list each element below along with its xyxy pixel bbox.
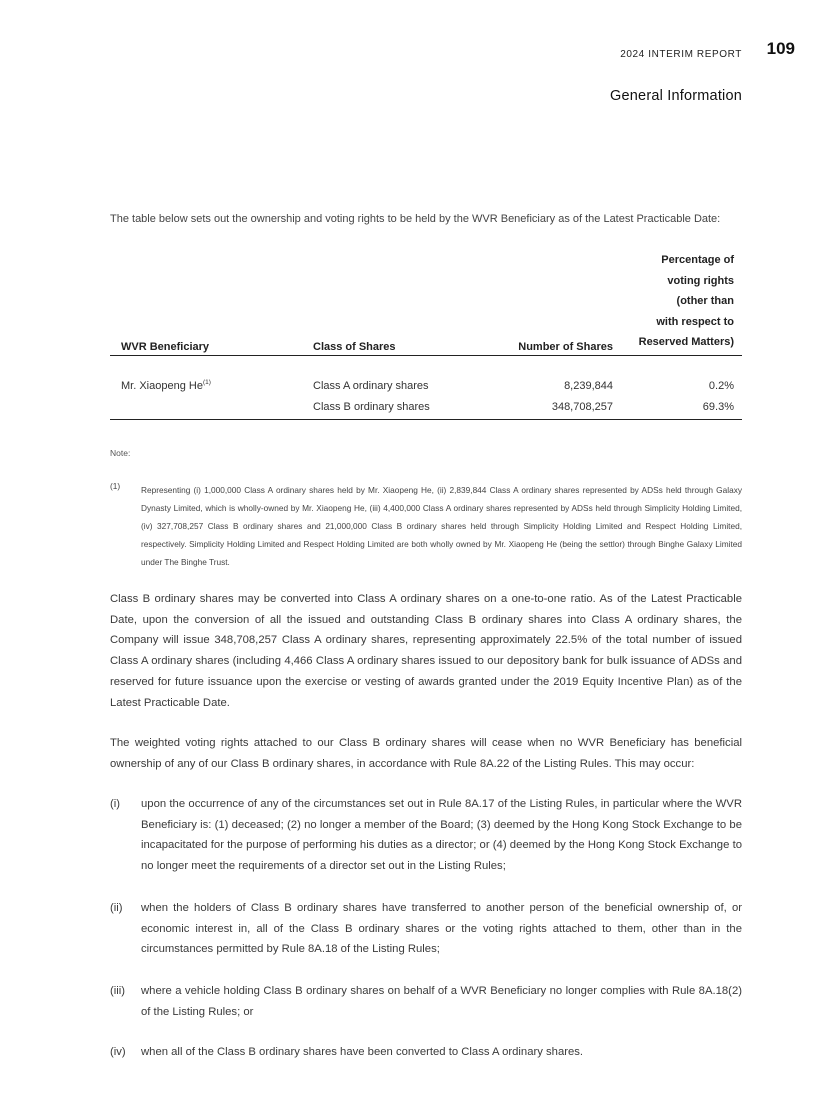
list-item [110, 898, 742, 960]
page-number: 109 [766, 39, 795, 58]
beneficiary-name: Mr. Xiaopeng He$^{(1)}$ [121, 379, 211, 392]
list-label: (ii) [110, 902, 123, 914]
report-title: 2024 INTERIM REPORT [620, 49, 742, 60]
list-label: (iv) [110, 1046, 126, 1058]
share-class: Class B ordinary shares [313, 401, 430, 413]
share-number: 8,239,844 [564, 380, 613, 392]
footnote [110, 481, 742, 571]
paragraph: Class B ordinary shares may be converted into Class A ordinary shares on a one-to-one ratio. As of the Latest Practicable Date, upon the conversion of all the issued and outstanding Class B ordinary shares into Class A ordinary shares, the Company will issue 348,708,257 Class A ordinary shares, representing approximately 22.5% of the total number of issued Class A ordinary shares (including 4,466 Class A ordinary shares issued to our depository bank for bulk issuance of ADSs and reserved for future issuance upon the exercise or vesting of awards granted under the 2019 Equity Incentive Plan) as of the Latest Practicable Date. [110, 593, 742, 709]
list-label: (iii) [110, 985, 126, 997]
share-class: Class A ordinary shares [313, 380, 429, 392]
section-title: General Information [610, 88, 742, 104]
paragraph: The weighted voting rights attached to our Class B ordinary shares will cease when no WVR Beneficiary has beneficial ownership of any of our Class B ordinary shares, in accordance with Rule 8A.22 of the Listing Rules. This may occur: [110, 737, 742, 770]
header-percentage: Percentage of voting rights (other than with respect to Reserved Matters) [638, 254, 734, 349]
list-item [110, 1042, 742, 1063]
table-row [110, 398, 742, 420]
list-text: where a vehicle holding Class B ordinary shares on behalf of a WVR Beneficiary no longer complies with Rule 8A.18(2) of the Listing Rules; or [141, 985, 742, 1018]
note-ref: (1) [202, 379, 211, 386]
ownership-table [110, 255, 742, 420]
list-item [110, 794, 742, 877]
voting-percentage: 0.2% [708, 380, 734, 392]
table-row [110, 377, 742, 398]
list-text: when all of the Class B ordinary shares have been converted to Class A ordinary shares. [141, 1046, 584, 1058]
share-number: 348,708,257 [551, 401, 613, 413]
header-beneficiary: WVR Beneficiary [121, 341, 210, 353]
footnote-text: Representing (i) 1,000,000 Class A ordinary shares held by Mr. Xiaopeng He, (ii) 2,839,844 Class A ordinary shares represented by ADSs held through Galaxy Dynasty Limited, which is wholly-owned by Mr. Xiaopeng He, (iii) 4,400,000 Class A ordinary shares represented by ADSs held through Simplicity Holding Limited, (iv) 327,708,257 Class B ordinary shares and 21,000,000 Class B ordinary shares held through Simplicity Holding Limited and Respect Holding Limited, respectively. Simplicity Holding Limited and Respect Holding Limited are both wholly owned by Mr. Xiaopeng He (being the settlor) through Binghe Galaxy Limited under The Binghe Trust. [141, 485, 742, 567]
list-text: upon the occurrence of any of the circumstances set out in Rule 8A.17 of the Listing Rules, in particular where the WVR Beneficiary is: (1) deceased; (2) no longer a member of the Board; (3) deemed by the Hong Kong Stock Exchange to be incapacitated for the purpose of performing his duties as a director; or (4) deemed by the Hong Kong Stock Exchange to no longer meet the requirements of a director set out in the Listing Rules; [141, 798, 742, 873]
table-header [110, 255, 742, 356]
header-number: Number of Shares [518, 341, 613, 353]
header-class: Class of Shares [313, 341, 396, 353]
list-item [110, 981, 742, 1022]
list-label: (i) [110, 798, 121, 810]
note-label: Note: [110, 448, 131, 458]
list-text: when the holders of Class B ordinary shares have transferred to another person of the beneficial ownership of, or economic interest in, all of the Class B ordinary shares or the voting rights attached to them, other than in the circumstances permitted by Rule 8A.18 of the Listing Rules; [141, 902, 742, 956]
footnote-number: (1) [110, 481, 121, 491]
voting-percentage: 69.3% [702, 401, 734, 413]
table-intro: The table below sets out the ownership and voting rights to be held by the WVR Beneficiary as of the Latest Practicable Date: [110, 213, 721, 225]
